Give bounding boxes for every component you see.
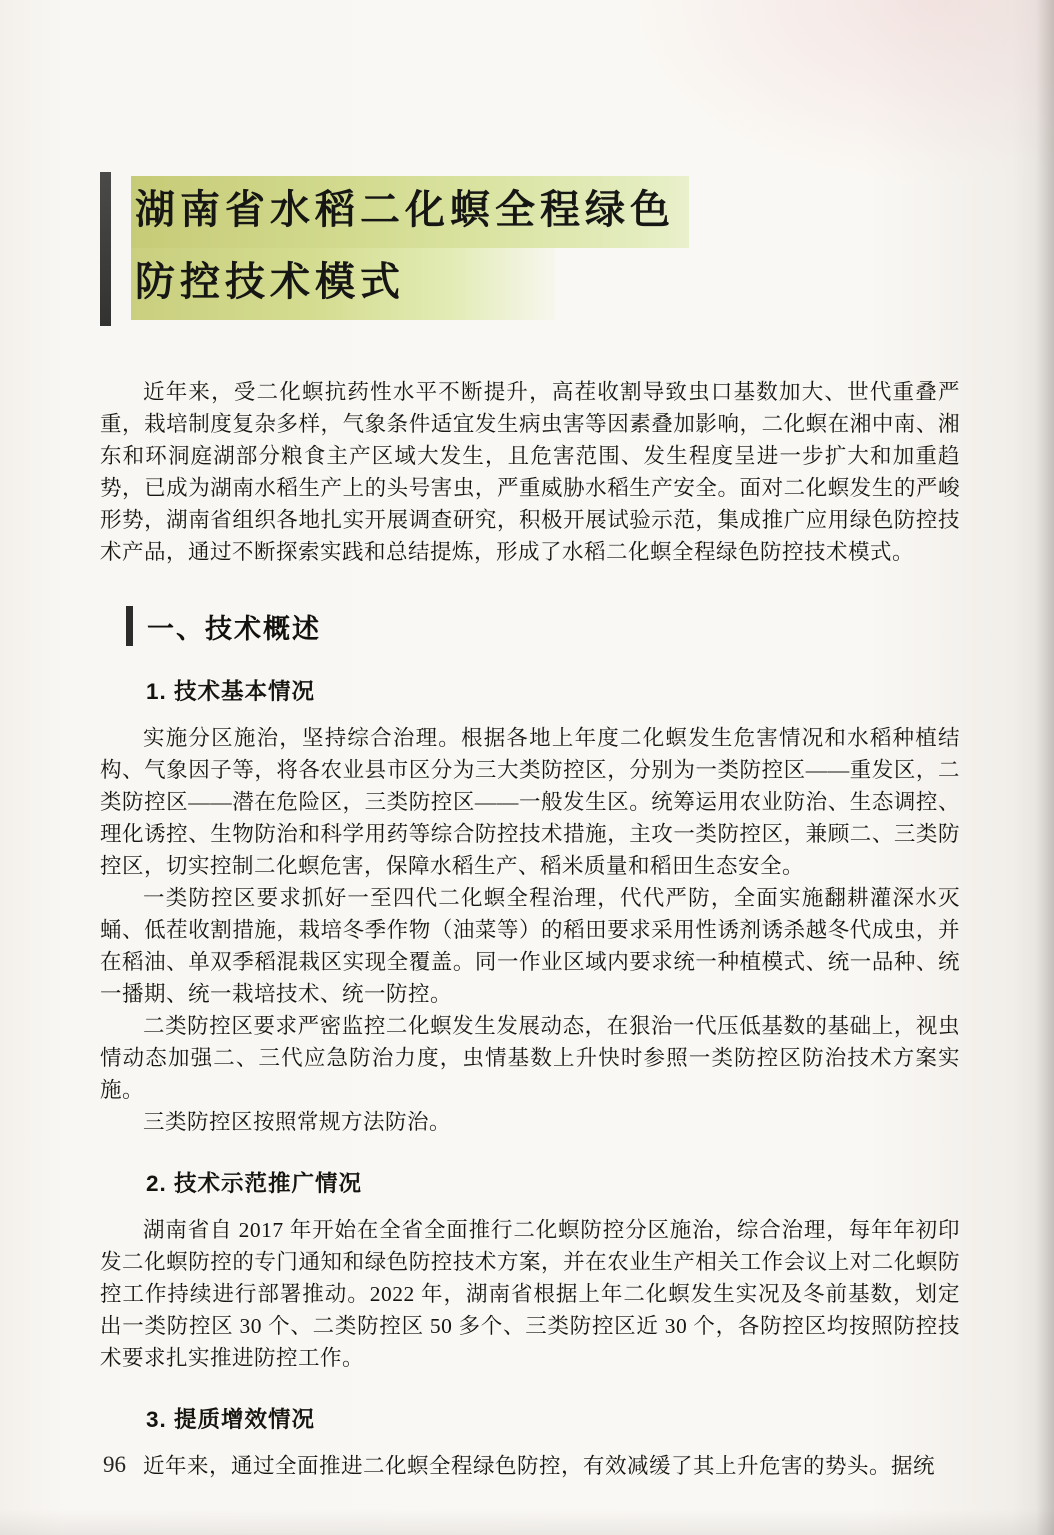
section-heading-1 <box>126 606 960 646</box>
page-number: 96 <box>103 1452 126 1477</box>
paragraph: 一类防控区要求抓好一至四代二化螟全程治理，代代严防，全面实施翻耕灌深水灭蛹、低茬收割措施，栽培冬季作物（油菜等）的稻田要求采用性诱剂诱杀越冬代成虫，并在稻油、单双季稻混栽区实现全覆盖。同一作业区域内要求统一种植模式、统一品种、统一播期、统一栽培技术、统一防控。 <box>100 886 960 1006</box>
chapter-title-line1: 湖南省水稻二化螟全程绿色 <box>131 176 689 248</box>
paragraph: 实施分区施治，坚持综合治理。根据各地上年度二化螟发生危害情况和水稻种植结构、气象因子等，将各农业县市区分为三大类防控区，分别为一类防控区——重发区，二类防控区——潜在危险区，三类防控区——一般发生区。统筹运用农业防治、生态调控、理化诱控、生物防治和科学用药等综合防控技术措施，主攻一类防控区，兼顾二、三类防控区，切实控制二化螟危害，保障水稻生产、稻米质量和稻田生态安全。 <box>100 726 960 878</box>
paragraph: 近年来，通过全面推进二化螟全程绿色防控，有效减缓了其上升危害的势头。据统 <box>143 1454 936 1478</box>
subsection-heading-2: 2. 技术示范推广情况 <box>146 1171 363 1196</box>
paragraph: 三类防控区按照常规方法防治。 <box>143 1110 452 1134</box>
paragraph: 湖南省自 2017 年开始在全省全面推行二化螟防控分区施治，综合治理，每年年初印发二化螟防控的专门通知和绿色防控技术方案，并在农业生产相关工作会议上对二化螟防控工作持续进行部署推动。2022 年，湖南省根据上年二化螟发生实况及冬前基数，划定出一类防控区 30 个、二类防控区 50 多个、三类防控区近 30 个，各防控区均按照防控技术要求扎实推进防控工作。 <box>100 1218 960 1370</box>
paragraph: 二类防控区要求严密监控二化螟发生发展动态，在狠治一代压低基数的基础上，视虫情动态加强二、三代应急防治力度，虫情基数上升快时参照一类防控区防治技术方案实施。 <box>100 1014 960 1102</box>
subsection-heading-3: 3. 提质增效情况 <box>146 1407 316 1432</box>
subsection-heading-1: 1. 技术基本情况 <box>146 679 316 704</box>
intro-paragraph: 近年来，受二化螟抗药性水平不断提升，高茬收割导致虫口基数加大、世代重叠严重，栽培制度复杂多样，气象条件适宜发生病虫害等因素叠加影响，二化螟在湘中南、湘东和环洞庭湖部分粮食主产区域大发生，且危害范围、发生程度呈进一步扩大和加重趋势，已成为湖南水稻生产上的头号害虫，严重威胁水稻生产安全。面对二化螟发生的严峻形势，湖南省组织各地扎实开展调查研究，积极开展试验示范，集成推广应用绿色防控技术产品，通过不断探索实践和总结提炼，形成了水稻二化螟全程绿色防控技术模式。 <box>100 380 960 564</box>
section-heading-bar <box>126 606 133 646</box>
title-left-bar <box>100 172 111 326</box>
chapter-title-block <box>100 176 960 320</box>
section-heading-text: 一、技术概述 <box>147 613 321 644</box>
chapter-title <box>131 176 689 320</box>
chapter-title-line2: 防控技术模式 <box>131 248 555 320</box>
page-content <box>100 0 960 1482</box>
